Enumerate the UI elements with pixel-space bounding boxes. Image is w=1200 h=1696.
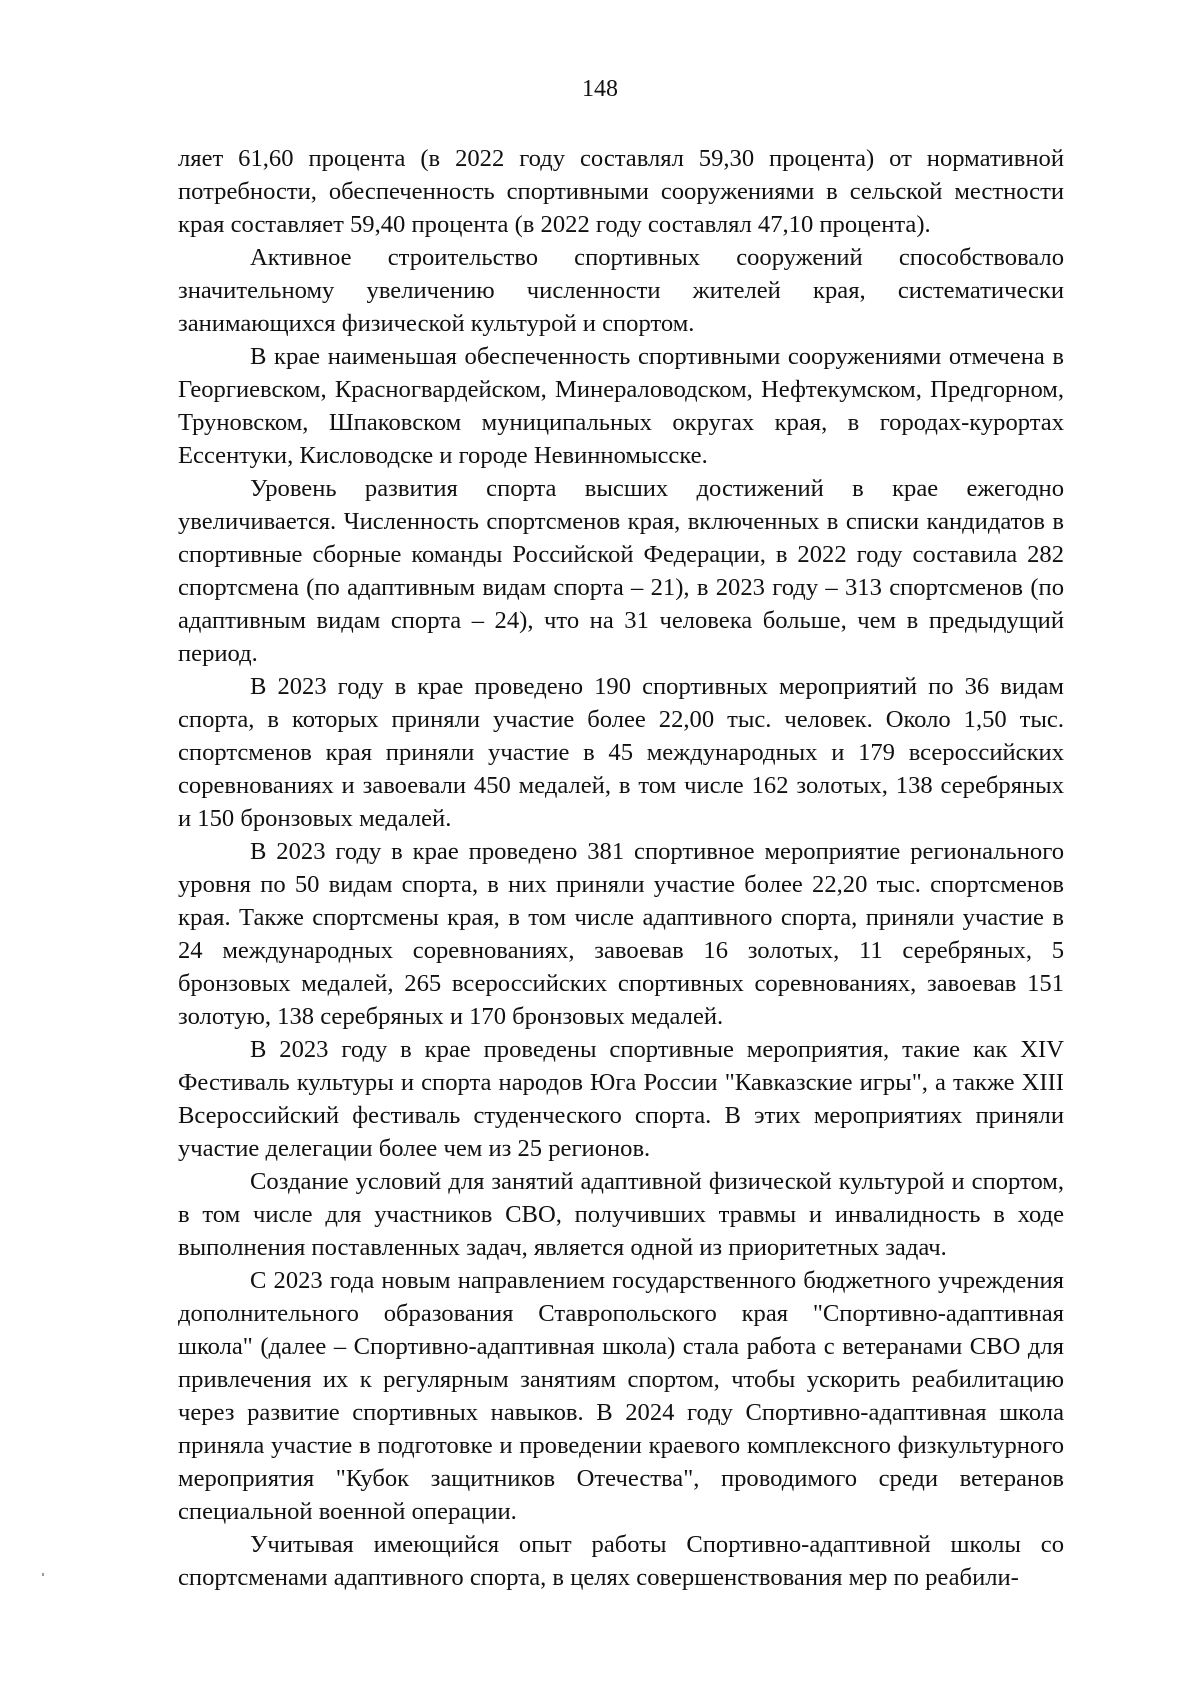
paragraph-continuation: ляет 61,60 процента (в 2022 году составлял 59,30 процента) от нормативной потребности, обеспеченность спортивными сооружениями в сельской местности края составляет 59,40 процента (в 2022 году составлял 47,10 процента). — [178, 145, 1064, 238]
paragraph: В 2023 году в крае проведено 190 спортивных мероприятий по 36 видам спорта, в которых приняли участие более 22,00 тыс. человек. Около 1,50 тыс. спортсменов края приняли участие в 45 международных и 179 всероссийских соревнованиях и завоевали 450 медалей, в том числе 162 золотых, 138 серебряных и 150 бронзовых медалей. — [178, 673, 1064, 832]
paragraph: Уровень развития спорта высших достижений в крае ежегодно увеличивается. Численность спортсменов края, включенных в списки кандидатов в спортивные сборные команды Российской Федерации, в 2022 году составила 282 спортсмена (по адаптивным видам спорта – 21), в 2023 году – 313 спортсменов (по адаптивным видам спорта – 24), что на 31 человека больше, чем в предыдущий период. — [178, 475, 1064, 667]
paragraph: Учитывая имеющийся опыт работы Спортивно-адаптивной школы со спортсменами адаптивного спорта, в целях совершенствования мер по реабили- — [178, 1531, 1064, 1591]
paragraph: Активное строительство спортивных сооружений способствовало значительному увеличению численности жителей края, систематически занимающихся физической культурой и спортом. — [178, 244, 1064, 337]
paragraph: В крае наименьшая обеспеченность спортивными сооружениями отмечена в Георгиевском, Красногвардейском, Минераловодском, Нефтекумском, Предгорном, Труновском, Шпаковском муниципальных округах края, в городах-курортах Ессентуки, Кисловодске и городе Невинномысске. — [178, 343, 1064, 469]
paragraph: Создание условий для занятий адаптивной физической культурой и спортом, в том числе для участников СВО, получивших травмы и инвалидность в ходе выполнения поставленных задач, является одной из приоритетных задач. — [178, 1168, 1064, 1261]
page-number: 148 — [582, 76, 618, 102]
body-text — [178, 142, 1064, 1594]
paragraph: В 2023 году в крае проведено 381 спортивное мероприятие регионального уровня по 50 видам спорта, в них приняли участие более 22,20 тыс. спортсменов края. Также спортсмены края, в том числе адаптивного спорта, приняли участие в 24 международных соревнованиях, завоевав 16 золотых, 11 серебряных, 5 бронзовых медалей, 265 всероссийских спортивных соревнованиях, завоевав 151 золотую, 138 серебряных и 170 бронзовых медалей. — [178, 838, 1064, 1030]
scan-artifact — [42, 1573, 44, 1576]
paragraph: В 2023 году в крае проведены спортивные мероприятия, такие как XIV Фестиваль культуры и спорта народов Юга России "Кавказские игры", а также XIII Всероссийский фестиваль студенческого спорта. В этих мероприятиях приняли участие делегации более чем из 25 регионов. — [178, 1036, 1064, 1162]
paragraph: С 2023 года новым направлением государственного бюджетного учреждения дополнительного образования Ставропольского края "Спортивно-адаптивная школа" (далее – Спортивно-адаптивная школа) стала работа с ветеранами СВО для привлечения их к регулярным занятиям спортом, чтобы ускорить реабилитацию через развитие спортивных навыков. В 2024 году Спортивно-адаптивная школа приняла участие в подготовке и проведении краевого комплексного физкультурного мероприятия "Кубок защитников Отечества", проводимого среди ветеранов специальной военной операции. — [178, 1267, 1064, 1525]
